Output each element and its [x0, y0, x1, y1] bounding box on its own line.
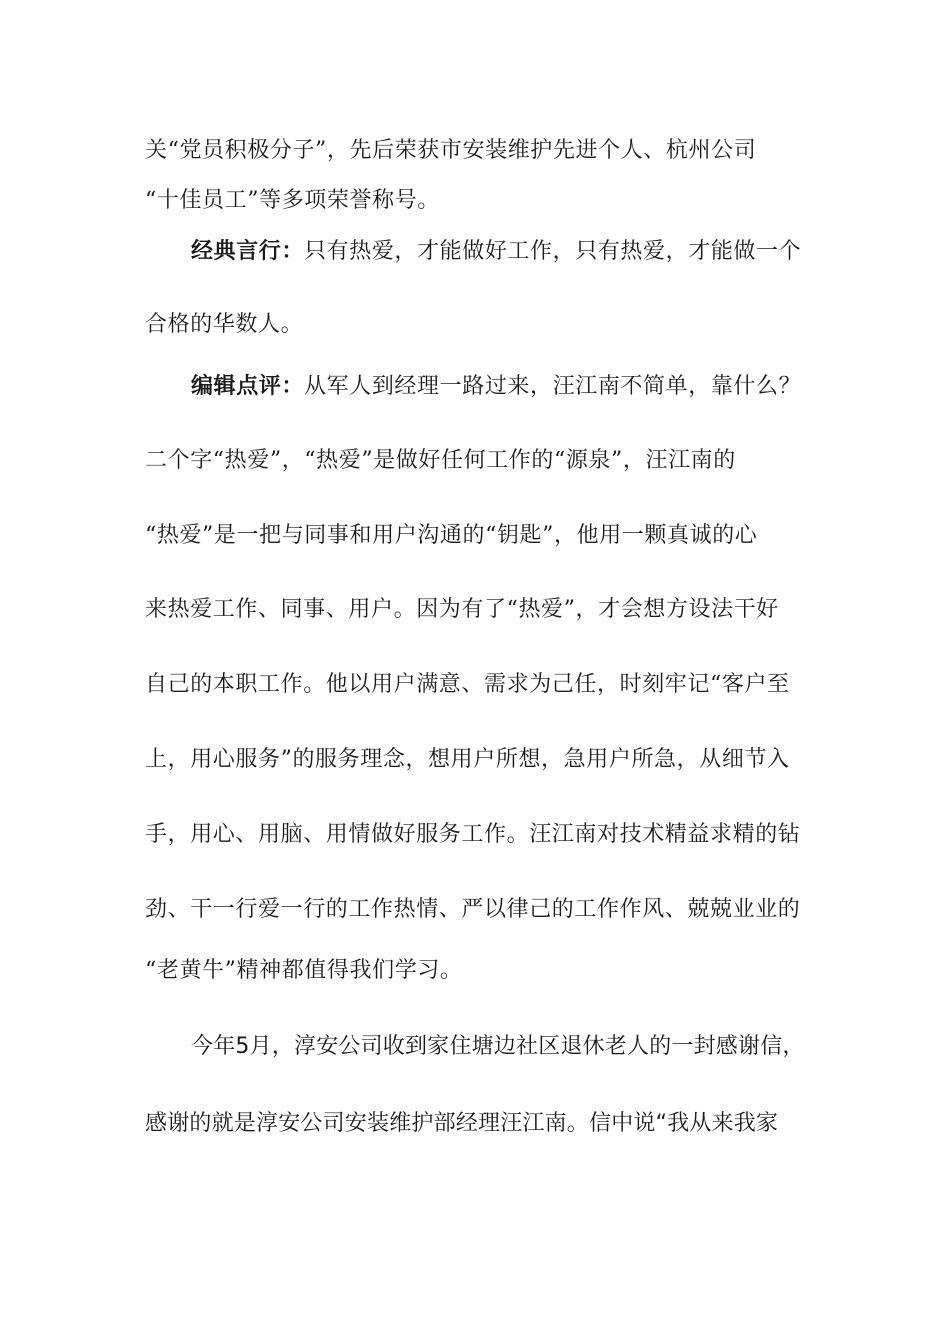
paragraph-3-line-1 [191, 371, 807, 402]
paragraph-3-line-6: 上，用心服务”的服务理念，想用户所想，急用户所急，从细节入 [145, 747, 790, 772]
editor-comment-text: 从军人到经理一路过来，汪江南不简单，靠什么？ [304, 374, 802, 399]
paragraph-3-line-5: 自己的本职工作。他以用户满意、需求为己任，时刻牢记“客户至 [145, 672, 790, 697]
paragraph-1-line-2: “十佳员工”等多项荣誉称号。 [145, 188, 440, 213]
paragraph-3-line-2: 二个字“热爱”，“热爱”是做好任何工作的“源泉”，汪江南的 [145, 448, 736, 473]
paragraph-3-line-9: “老黄牛”精神都值得我们学习。 [145, 958, 463, 983]
paragraph-2-line-1 [191, 236, 807, 267]
paragraph-4-line-1: 今年5月，淳安公司收到家住塘边社区退休老人的一封感谢信， [191, 1034, 805, 1059]
paragraph-1-line-1: 关“党员积极分子”，先后荣获市安装维护先进个人、杭州公司 [145, 138, 757, 163]
paragraph-3-line-8: 劲、干一行爱一行的工作热情、严以律己的工作作风、兢兢业业的 [145, 897, 801, 922]
editor-comment-label: 编辑点评： [191, 373, 305, 399]
paragraph-3-line-4: 来热爱工作、同事、用户。因为有了“热爱”，才会想方设法干好 [145, 597, 779, 622]
paragraph-3-line-7: 手，用心、用脑、用情做好服务工作。汪江南对技术精益求精的钻 [145, 822, 801, 847]
paragraph-4-line-2: 感谢的就是淳安公司安装维护部经理汪江南。信中说“我从来我家 [145, 1111, 779, 1136]
paragraph-2-line-2: 合格的华数人。 [145, 312, 304, 337]
paragraph-3-line-3: “热爱”是一把与同事和用户沟通的“钥匙”，他用一颗真诚的心 [145, 523, 758, 548]
classic-quote-text: 只有热爱，才能做好工作，只有热爱，才能做一个 [304, 239, 802, 264]
classic-quote-label: 经典言行： [191, 238, 305, 264]
